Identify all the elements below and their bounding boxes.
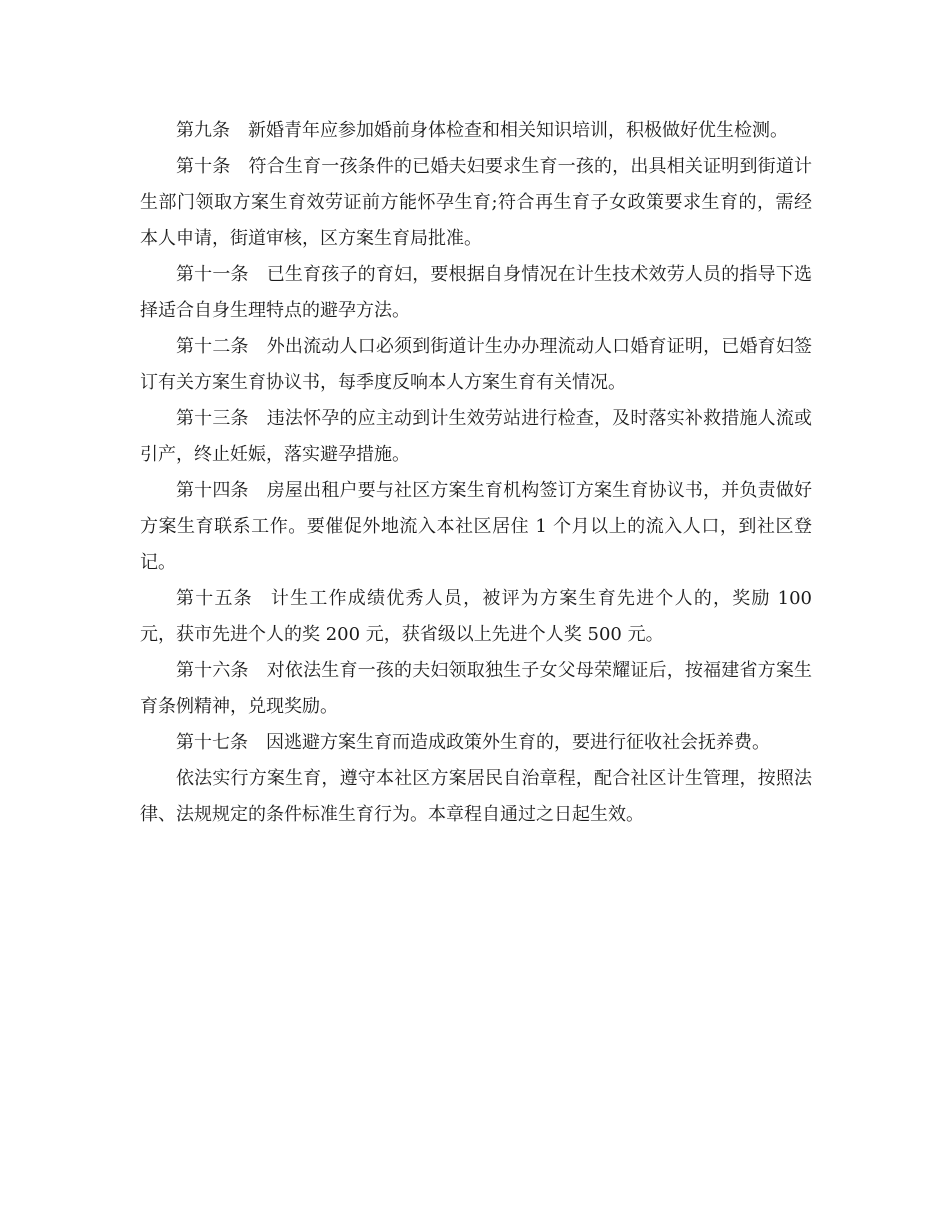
article-paragraph: [140, 329, 812, 401]
article-text: 符合生育一孩条件的已婚夫妇要求生育一孩的，出具相关证明到街道计生部门领取方案生育效劳证前方能怀孕生育;符合再生育子女政策要求生育的，需经本人申请，街道审核，区方案生育局批准。: [140, 156, 812, 249]
article-paragraph: [140, 725, 812, 761]
article-number: 第十四条: [176, 480, 249, 501]
article-text: 对依法生育一孩的夫妇领取独生子女父母荣耀证后，按福建省方案生育条例精神，兑现奖励。: [140, 660, 813, 717]
article-number: 第十七条: [176, 732, 248, 753]
closing-text: 依法实行方案生育，遵守本社区方案居民自治章程，配合社区计生管理，按照法律、法规规定的条件标准生育行为。本章程自通过之日起生效。: [140, 768, 812, 825]
article-text: 房屋出租户要与社区方案生育机构签订方案生育协议书，并负责做好方案生育联系工作。要催促外地流入本社区居住 1 个月以上的流入人口，到社区登记。: [140, 480, 813, 573]
article-number: 第十五条: [176, 588, 253, 609]
article-text: 外出流动人口必须到街道计生办办理流动人口婚育证明，已婚育妇签订有关方案生育协议书，每季度反响本人方案生育有关情况。: [140, 336, 813, 393]
article-number: 第十三条: [176, 408, 249, 429]
article-paragraph: [140, 149, 812, 257]
article-paragraph: [140, 653, 812, 725]
article-number: 第十一条: [176, 264, 249, 285]
article-number: 第十条: [176, 156, 231, 177]
article-text: 违法怀孕的应主动到计生效劳站进行检查，及时落实补救措施人流或引产，终止妊娠，落实避孕措施。: [140, 408, 813, 465]
closing-paragraph: [140, 761, 812, 833]
article-number: 第九条: [176, 120, 230, 141]
article-number: 第十六条: [176, 660, 249, 681]
article-paragraph: [140, 113, 812, 149]
document-body: [140, 113, 812, 833]
article-text: 计生工作成绩优秀人员，被评为方案生育先进个人的，奖励 100 元，获市先进个人的奖 200 元，获省级以上先进个人奖 500 元。: [140, 588, 813, 645]
article-text: 因逃避方案生育而造成政策外生育的，要进行征收社会抚养费。: [266, 732, 770, 753]
article-paragraph: [140, 473, 812, 581]
article-number: 第十二条: [176, 336, 249, 357]
article-text: 已生育孩子的育妇，要根据自身情况在计生技术效劳人员的指导下选择适合自身生理特点的避孕方法。: [140, 264, 813, 321]
article-paragraph: [140, 581, 812, 653]
article-paragraph: [140, 257, 812, 329]
article-paragraph: [140, 401, 812, 473]
article-text: 新婚青年应参加婚前身体检查和相关知识培训，积极做好优生检测。: [248, 120, 788, 141]
